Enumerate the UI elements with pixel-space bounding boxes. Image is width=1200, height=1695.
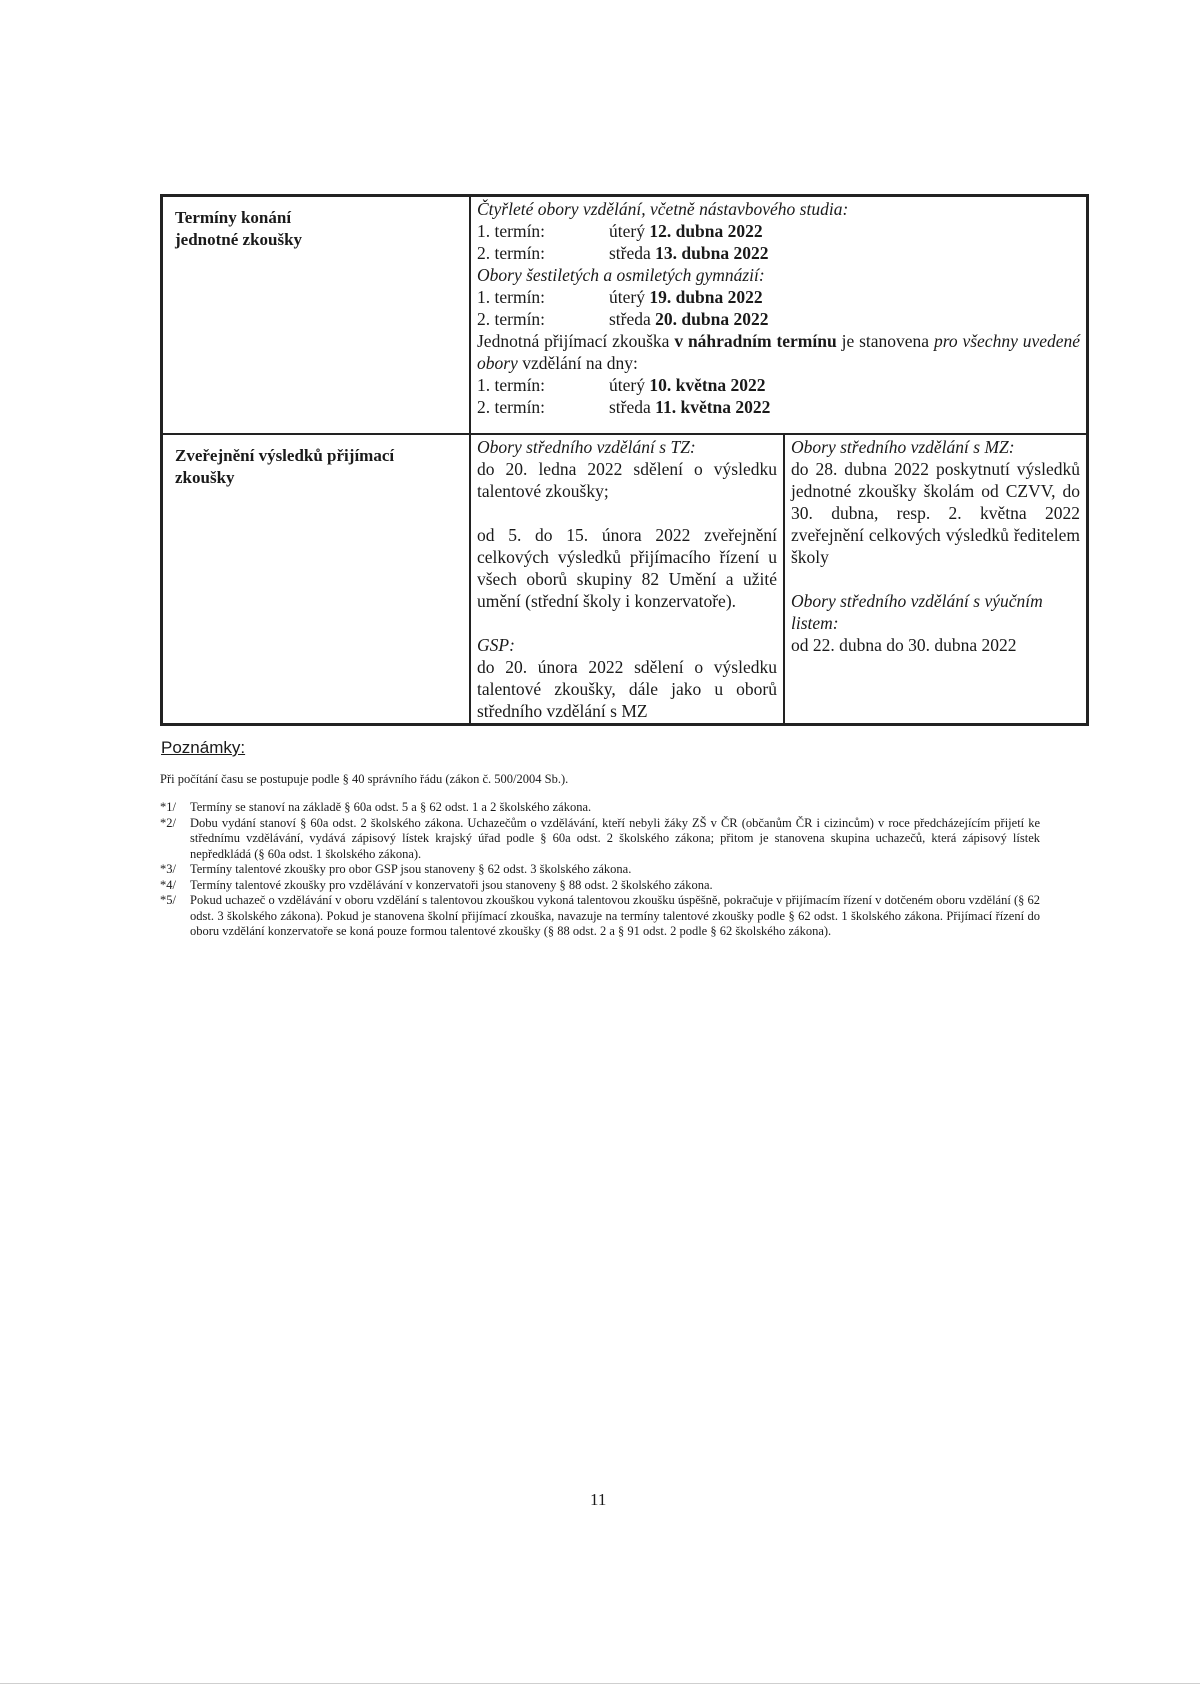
exam-dates-label: Termíny konání jednotné zkoušky (162, 196, 471, 434)
exam-dates-row (162, 196, 1088, 434)
term-line: 1. termín: úterý 10. května 2022 (477, 375, 766, 395)
term-line: 1. termín: úterý 12. dubna 2022 (477, 221, 763, 241)
four-year-heading: Čtyřleté obory vzdělání, včetně nástavbového studia: (477, 199, 849, 219)
footnote: *2/ Dobu vydání stanoví § 60a odst. 2 školského zákona. Uchazečům o vzdělávání, kteří nebyli žáky ZŠ v ČR (občanům ČR i cizincům) v roce předcházejícím přijetí ke střednímu vzdělávání, vydává zápisový lístek krajský úřad podle § 60a odst. 2 školského zákona; přitom je stanovena skupina uchazečů, která zápisový lístek nepředkládá (§ 60a odst. 1 školského zákona). (160, 815, 1040, 861)
mz-text: do 28. dubna 2022 poskytnutí výsledků jednotné zkoušky školám od CZVV, do 30. dubna, resp. 2. května 2022 zveřejnění celkových výsledků ředitelem školy (791, 458, 1080, 567)
term-line: 1. termín: úterý 19. dubna 2022 (477, 287, 763, 307)
schedule-table (160, 194, 1089, 726)
gymnasium-heading: Obory šestiletých a osmiletých gymnázií: (477, 265, 765, 285)
footnote: *4/ Termíny talentové zkoušky pro vzdělávání v konzervatoři jsou stanoveny § 88 odst. 2 školského zákona. (160, 877, 713, 892)
results-label: Zveřejnění výsledků přijímací zkoušky (162, 434, 471, 725)
footnote: *3/ Termíny talentové zkoušky pro obor GSP jsou stanoveny § 62 odst. 3 školského zákona. (160, 862, 632, 876)
gsp-heading: GSP: (477, 634, 515, 655)
results-left-column (470, 434, 784, 725)
notes-intro: Při počítání času se postupuje podle § 40 správního řádu (zákon č. 500/2004 Sb.). (160, 772, 569, 786)
footnote: *1/ Termíny se stanoví na základě § 60a odst. 5 a § 62 odst. 1 a 2 školského zákona. (160, 800, 592, 814)
exam-dates-content (470, 196, 1088, 434)
bottom-divider (0, 1683, 1200, 1684)
term-line: 2. termín: středa 20. dubna 2022 (477, 309, 769, 329)
tz-heading: Obory středního vzdělání s TZ: (477, 436, 696, 457)
gsp-text: do 20. února 2022 sdělení o výsledku talentové zkoušky, dále jako u oborů středního vzdělání s MZ (477, 656, 777, 721)
term-line: 2. termín: středa 13. dubna 2022 (477, 243, 769, 263)
footnote: *5/ Pokud uchazeč o vzdělávání v oboru vzdělání s talentovou zkouškou vykoná talentovou zkoušku úspěšně, pokračuje v přijímacím řízení v dotčeném oboru vzdělání (§ 62 odst. 3 školského zákona). Pokud je stanovena školní přijímací zkouška, navazuje na termíny talentové zkoušky podle § 62 odst. 1 školského zákona. Přijímací řízení do oboru vzdělání konzervatoře se koná pouze formou talentové zkoušky (§ 88 odst. 2 a § 91 odst. 2 podle § 62 školského zákona). (160, 893, 1040, 938)
vl-heading: Obory středního vzdělání s výučním listem: (791, 590, 1043, 633)
notes-title: Poznámky: (161, 738, 246, 757)
mz-heading: Obory středního vzdělání s MZ: (791, 436, 1015, 457)
tz-text: do 20. ledna 2022 sdělení o výsledku talentové zkoušky; (477, 458, 777, 501)
page-number: 11 (590, 1490, 607, 1509)
results-right-column (784, 434, 1088, 725)
tz-text: od 5. do 15. února 2022 zveřejnění celkových výsledků přijímacího řízení u všech oborů skupiny 82 Umění a užité umění (střední školy i konzervatoře). (477, 524, 777, 611)
vl-text: od 22. dubna do 30. dubna 2022 (791, 634, 1017, 655)
results-row (162, 434, 1088, 725)
footnotes (160, 800, 1040, 940)
term-line: 2. termín: středa 11. května 2022 (477, 397, 771, 417)
alternative-term-text: Jednotná přijímací zkouška v náhradním termínu je stanovena pro všechny uvedené obory vzdělání na dny: (477, 331, 1081, 373)
